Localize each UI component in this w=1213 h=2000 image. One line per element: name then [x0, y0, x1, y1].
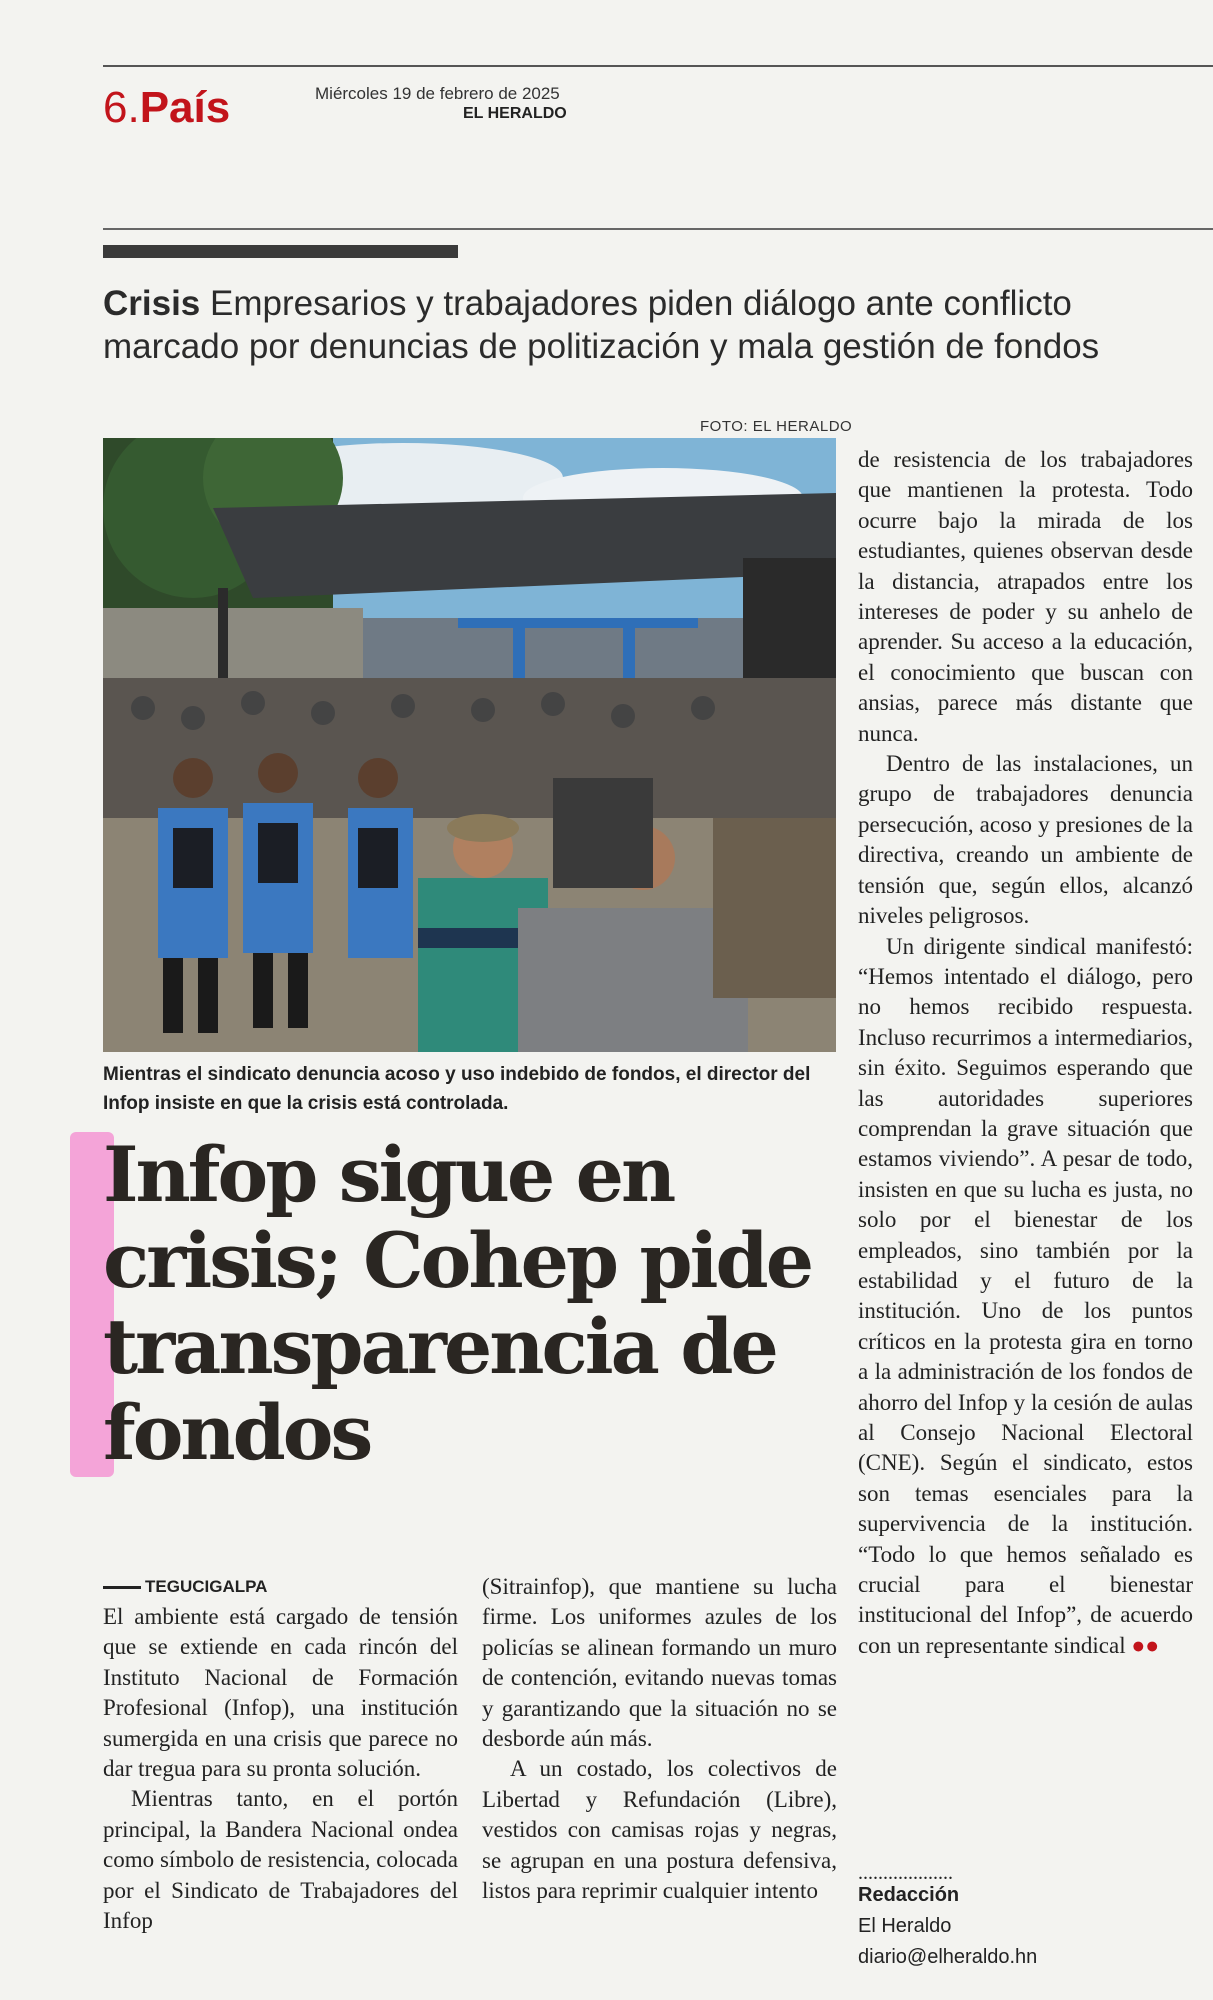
body-column-3	[858, 445, 1193, 1661]
headline: Infop sigue en crisis; Cohep pide transparencia de fondos	[103, 1130, 812, 1477]
section-name: País	[139, 83, 231, 132]
thick-rule	[103, 245, 458, 258]
protest-photo-illustration	[103, 438, 836, 1052]
signature-rule: ...................	[858, 1862, 953, 1884]
page-number: 6.	[103, 83, 140, 132]
top-rule	[103, 65, 1213, 67]
photo-caption: Mientras el sindicato denuncia acoso y uso indebido de fondos, el director del Infop insiste en que la crisis está controlada.	[103, 1064, 811, 1114]
issue-date: Miércoles 19 de febrero de 2025	[315, 84, 560, 103]
kicker	[103, 282, 1203, 368]
byline-role: Redacción	[858, 1884, 960, 1906]
paragraph-text: Un dirigente sindical manifestó: “Hemos intentado el diálogo, pero no hemos recibido respuesta. Incluso recurrimos a intermediarios, sin éxito. Seguimos esperando que las autoridades superiores comprendan la grave situación que estamos viviendo”. A pesar de todo, insisten en que su lucha es justa, no solo por el bienestar de los empleados, sino también por la estabilidad y el futuro de la institución. Uno de los puntos críticos en la protesta gira en torno a la administración de los fondos de ahorro del Infop y la cesión de aulas al Consejo Nacional Electoral (CNE). Según el sindicato, estos son temas esenciales para la supervivencia de la institución. “Todo lo que hemos señalado es crucial para el bienestar institucional del Infop”, de acuerdo con un representante sindical	[858, 933, 1193, 1658]
photo-credit: FOTO: EL HERALDO	[700, 418, 853, 435]
newspaper-name: EL HERALDO	[463, 105, 567, 122]
section-rule	[103, 228, 1213, 230]
kicker-text: Empresarios y trabajadores piden diálogo ante conflicto marcado por denuncias de politización y mala gestión de fondos	[103, 284, 1100, 366]
byline-email: diario@elheraldo.hn	[858, 1946, 1038, 1968]
dateline-rule	[103, 1586, 141, 1589]
news-photo	[103, 438, 836, 1052]
end-mark: ●●	[1125, 1632, 1160, 1658]
section-label	[103, 84, 230, 132]
paragraph: Dentro de las instalaciones, un grupo de trabajadores denuncia persecución, acoso y presiones de la directiva, creando un ambiente de tensión que, según ellos, alcanzó niveles peligrosos.	[858, 751, 1193, 929]
paragraph: de resistencia de los trabajadores que mantienen la protesta. Todo ocurre bajo la mirada de los estudiantes, quienes observan desde la distancia, atrapados entre los intereses de poder y su anhelo de aprender. Su acceso a la educación, el conocimiento que buscan con ansias, parece más distante que nunca.	[858, 447, 1193, 746]
paragraph: El ambiente está cargado de tensión que se extiende en cada rincón del Instituto Nacional de Formación Profesional (Infop), una institución sumergida en una crisis que parece no dar tregua para su pronta solución.	[103, 1604, 458, 1782]
paragraph: (Sitrainfop), que mantiene su lucha firme. Los uniformes azules de los policías se alinean formando un muro de contención, evitando nuevas tomas y garantizando que la situación no se desborde aún más.	[482, 1574, 837, 1752]
dateline-city: TEGUCIGALPA	[145, 1577, 268, 1596]
dateline	[103, 1577, 267, 1597]
paragraph: A un costado, los colectivos de Libertad y Refundación (Libre), vestidos con camisas rojas y negras, se agrupan en una postura defensiva, listos para reprimir cualquier intento	[482, 1756, 837, 1904]
byline	[858, 1880, 1198, 1973]
body-column-2	[482, 1572, 837, 1906]
kicker-label: Crisis	[103, 284, 201, 323]
body-column-1	[103, 1602, 458, 1936]
byline-outlet: El Heraldo	[858, 1915, 952, 1937]
paragraph: Mientras tanto, en el portón principal, la Bandera Nacional ondea como símbolo de resistencia, colocada por el Sindicato de Trabajadores del Infop	[103, 1786, 458, 1934]
paragraph-last	[858, 932, 1193, 1662]
